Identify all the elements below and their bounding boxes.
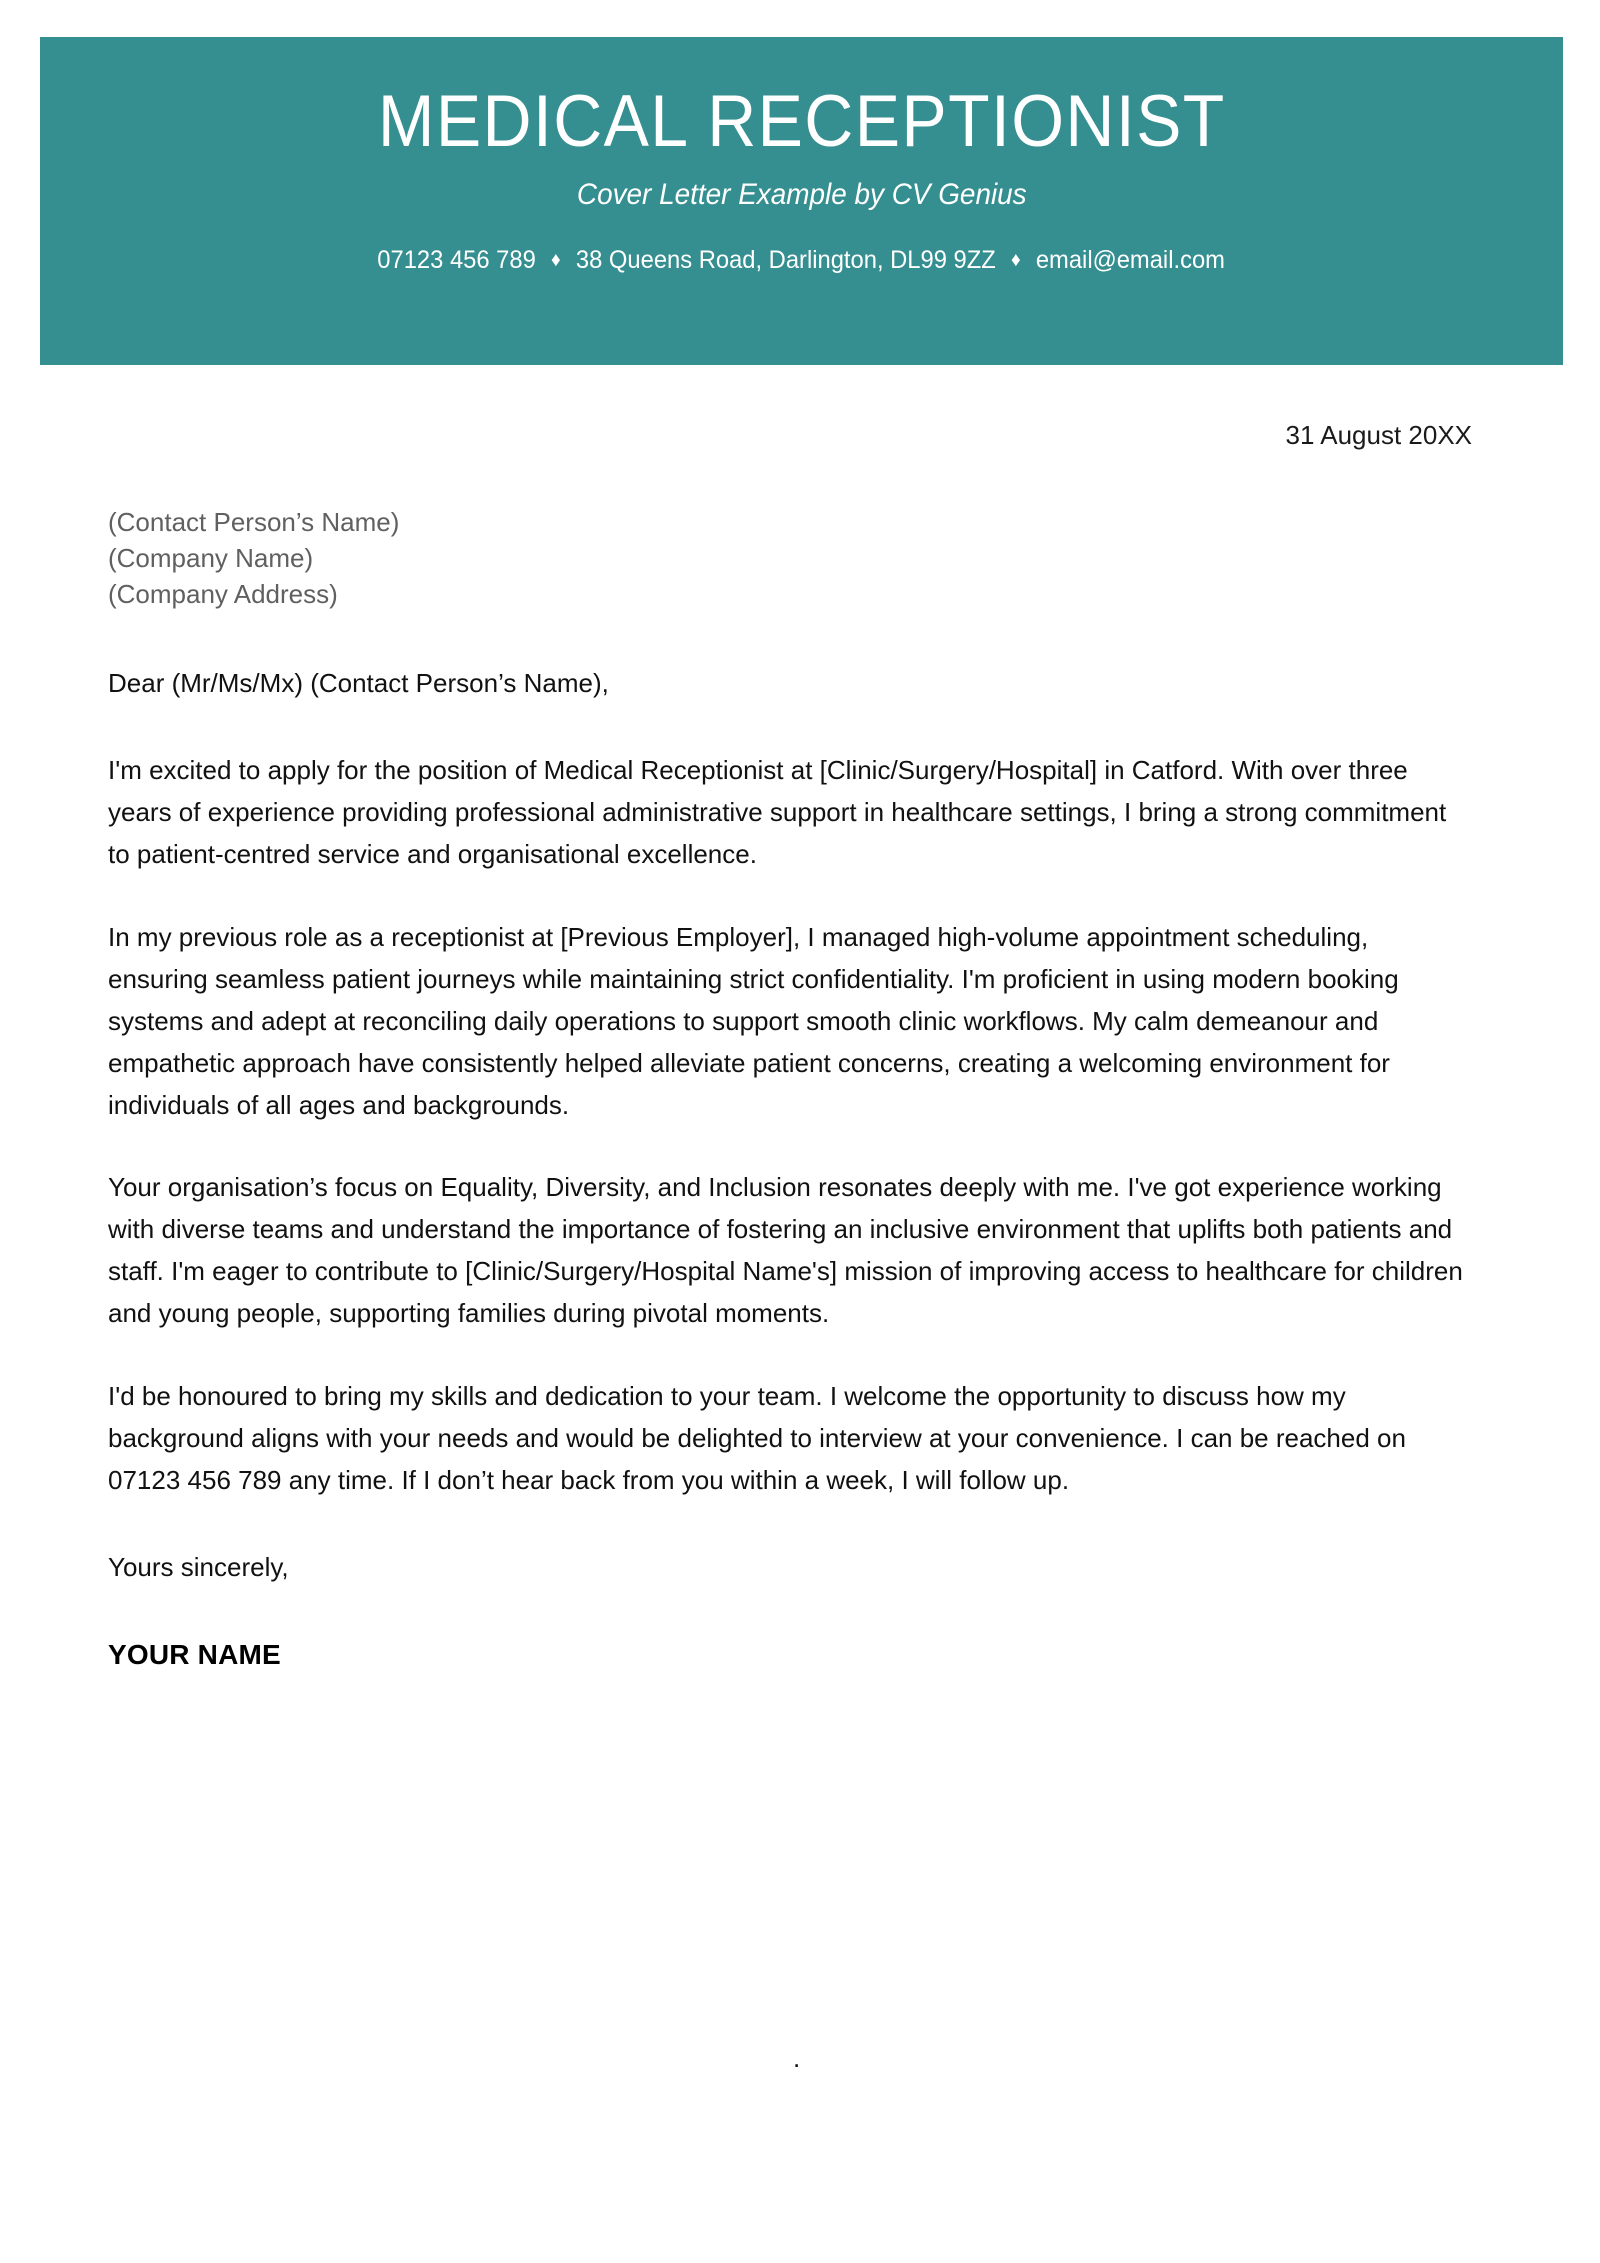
closing-salutation: Yours sincerely, bbox=[108, 1551, 289, 1582]
letterhead-banner bbox=[40, 37, 1563, 365]
recipient-address-block bbox=[108, 505, 1472, 613]
body-paragraph-4: I'd be honoured to bring my skills and dedication to your team. I welcome the opportunity to discuss how my background aligns with your needs and would be delighted to interview at your convenience. I can be reached on 07123 456 789 any time. If I don’t hear back from you within a week, I will follow up. bbox=[108, 1380, 1406, 1495]
recipient-line-company-name: (Company Name) bbox=[108, 543, 314, 574]
page-subtitle: Cover Letter Example by CV Genius bbox=[576, 178, 1027, 211]
body-paragraph-3: Your organisation’s focus on Equality, Diversity, and Inclusion resonates deeply with me. I've got experience working with diverse teams and understand the importance of fostering an inclusive environment that uplifts both patients and staff. I'm eager to contribute to [Clinic/Surgery/Hospital Name's] mission of improving access to healthcare for children and young people, supporting families during pivotal moments. bbox=[108, 1172, 1463, 1329]
recipient-line-contact-name: (Contact Person’s Name) bbox=[108, 507, 400, 538]
diamond-separator-icon: ♦ bbox=[1011, 248, 1022, 271]
contact-line bbox=[378, 248, 1226, 273]
body-paragraph-1: I'm excited to apply for the position of Medical Receptionist at [Clinic/Surgery/Hospital] in Catford. With over three years of experience providing professional administrative support in healthcare settings, I bring a strong commitment to patient-centred service and organisational excellence. bbox=[108, 755, 1447, 870]
letter-date: 31 August 20XX bbox=[1285, 420, 1472, 450]
signature-name: YOUR NAME bbox=[108, 1639, 281, 1671]
salutation: Dear (Mr/Ms/Mx) (Contact Person’s Name), bbox=[108, 667, 609, 698]
contact-phone: 07123 456 789 bbox=[377, 246, 537, 274]
contact-email: email@email.com bbox=[1036, 246, 1226, 274]
page-title: MEDICAL RECEPTIONIST bbox=[377, 81, 1226, 162]
recipient-line-company-address: (Company Address) bbox=[108, 578, 338, 609]
trailing-period-mark: . bbox=[793, 2043, 801, 2073]
contact-address: 38 Queens Road, Darlington, DL99 9ZZ bbox=[576, 246, 997, 274]
letter-body bbox=[108, 420, 1472, 1674]
diamond-separator-icon: ♦ bbox=[551, 248, 562, 271]
body-paragraph-2: In my previous role as a receptionist at [Previous Employer], I managed high-volume appointment scheduling, ensuring seamless patient journeys while maintaining strict confidentiality. I'm proficient in using modern booking systems and adept at reconciling daily operations to support smooth clinic workflows. My calm demeanour and empathetic approach have consistently helped alleviate patient concerns, creating a welcoming environment for individuals of all ages and backgrounds. bbox=[108, 921, 1399, 1120]
